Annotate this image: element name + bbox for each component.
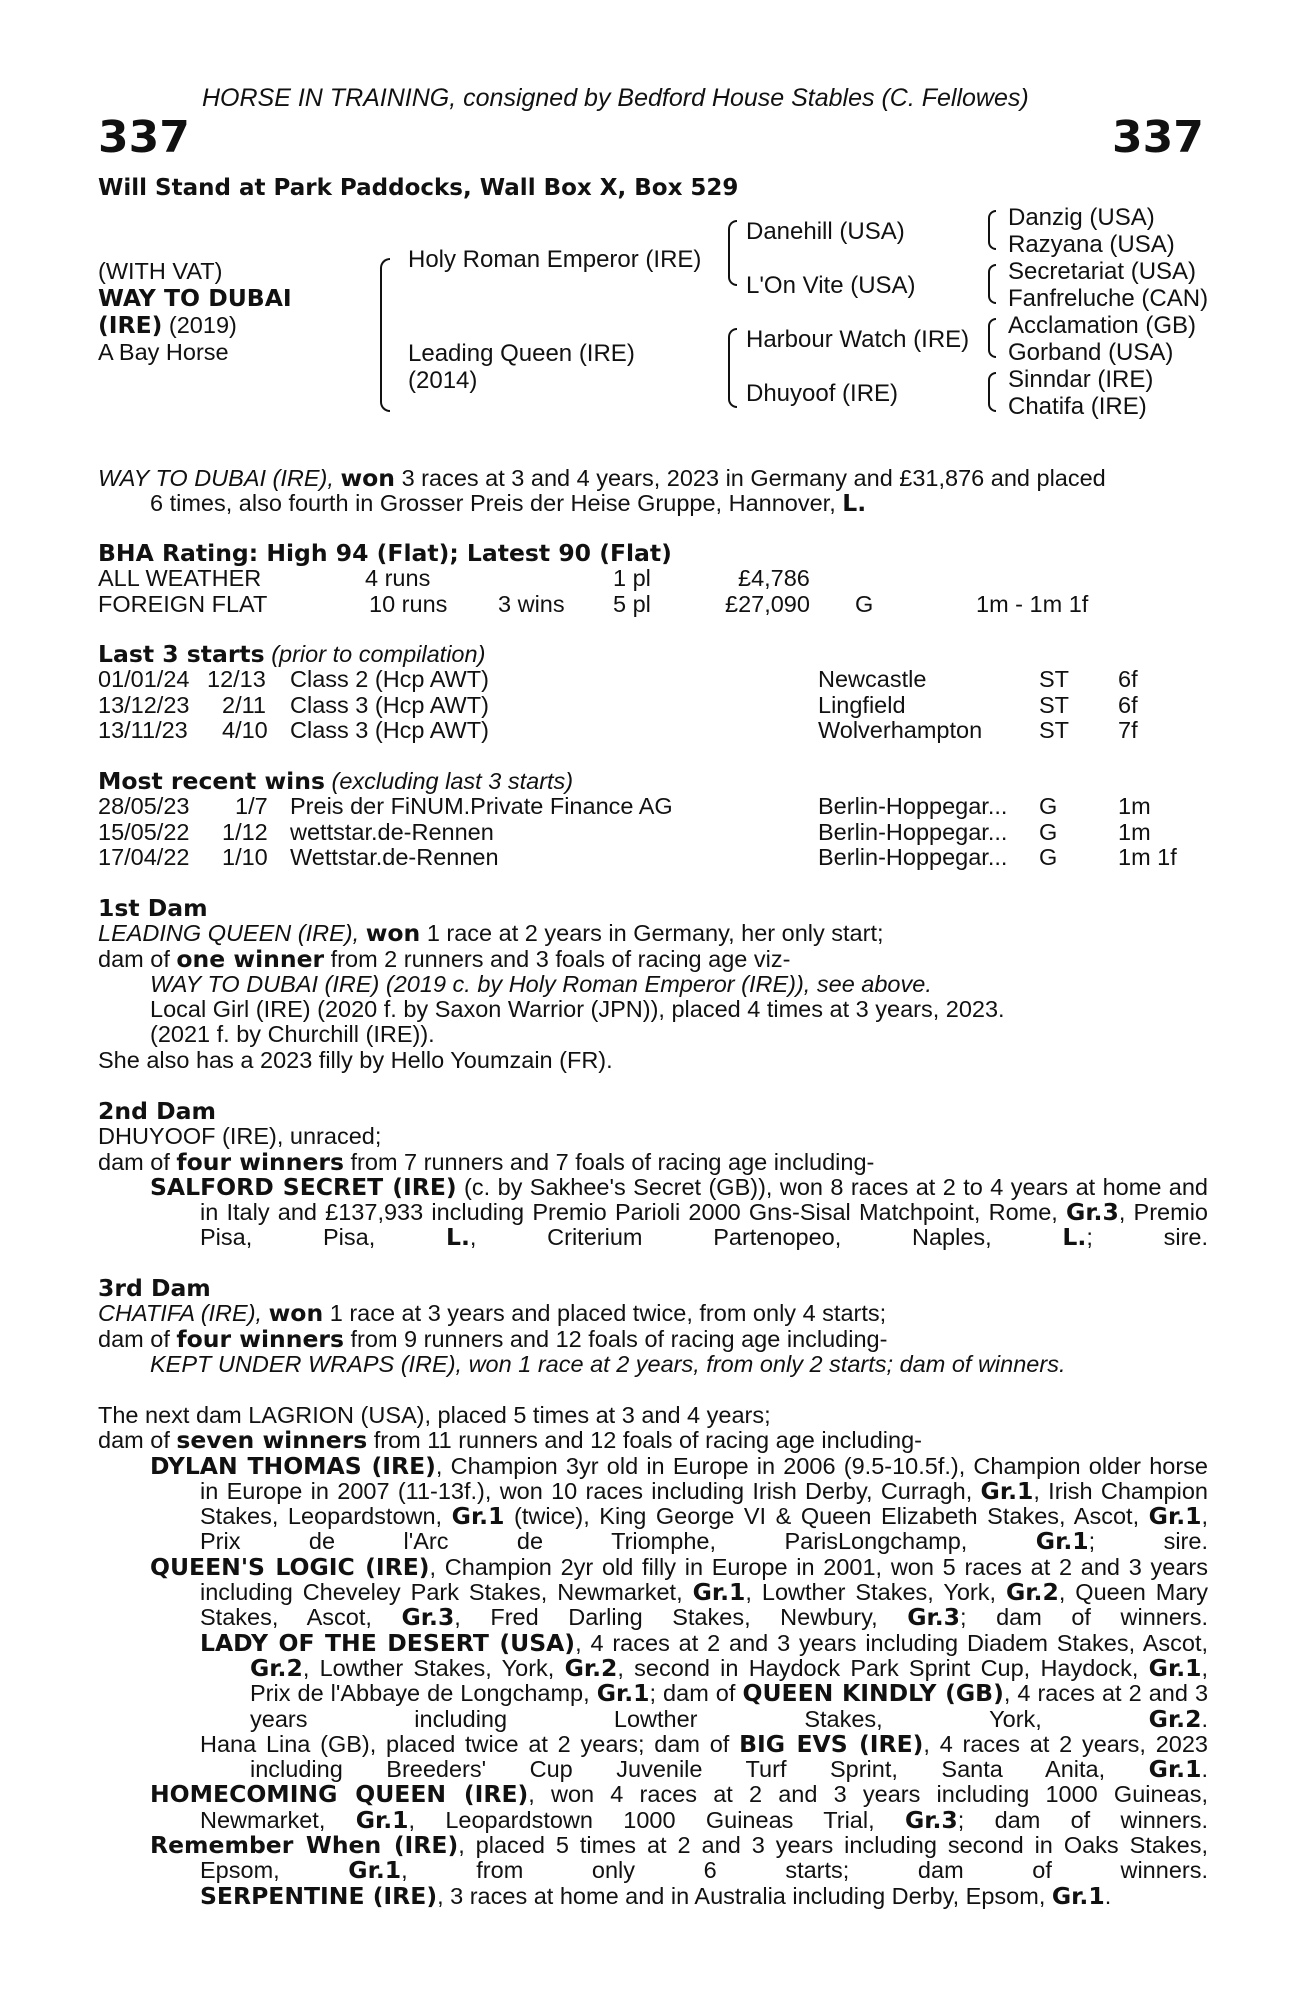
sire-dam-dam: Fanfreluche (CAN) — [1008, 285, 1209, 312]
lot-number-left: 337 — [98, 112, 190, 163]
recent-wins-title: Most recent wins — [98, 767, 325, 795]
progeny-entry: HOMECOMING QUEEN (IRE), won 4 races at 2 and 3 years including 1000 Guineas, Newmarket, Gr.1, Leopardstown 1000 Guineas Trial, Gr.3; dam of winners. — [150, 1780, 1209, 1834]
win-row: 17/04/22 1/10 Wettstar.de-Rennen Berlin-Hoppegar... G 1m 1f — [98, 843, 1177, 870]
sire: Holy Roman Emperor (IRE) — [408, 246, 702, 273]
pedigree-brace-main — [380, 258, 390, 412]
third-dam-title: 3rd Dam — [98, 1274, 211, 1302]
last-starts-section: Last 3 starts (prior to compilation) 01/01/24 12/13 Class 2 (Hcp AWT) Newcastle ST 6f 13/12/23 2/11 Class 3 (Hcp AWT) Lingfield ST 6f 13/11/23 4/10 Class 3 (Hcp AWT) Wolverhampton ST 7f — [98, 642, 1208, 743]
progeny-entry: Hana Lina (GB), placed twice at 2 years; dam of BIG EVS (IRE), 4 races at 2 years, 2023 including Breeders' Cup Juvenile Turf Sprint, Santa Anita, Gr.1. — [200, 1729, 1208, 1784]
start-row: 01/01/24 12/13 Class 2 (Hcp AWT) Newcastle ST 6f — [98, 666, 1138, 693]
consignment-line: HORSE IN TRAINING, consigned by Bedford House Stables (C. Fellowes) — [202, 84, 1029, 112]
sire-dam-sire: Secretariat (USA) — [1008, 258, 1197, 285]
sire-sire: Danehill (USA) — [746, 218, 905, 245]
first-dam-section: 1st Dam LEADING QUEEN (IRE), won 1 race at 2 years in Germany, her only start; dam of one winner from 2 runners and 3 foals of racing age viz- WAY TO DUBAI (IRE) (2019 c. by Holy Roman Emperor (IRE)), see above. Local Girl (IRE) (2020 f. by Saxon Warrior (JPN)), placed 4 times at 3 years, 2023. (2021 f. by Churchill (IRE)). She also has a 2023 filly by Hello Youmzain (FR). — [98, 896, 1208, 1073]
pedigree-brace-ss — [988, 210, 996, 250]
progeny-entry: LADY OF THE DESERT (USA), 4 races at 2 and 3 years including Diadem Stakes, Ascot, Gr.2, Lowther Stakes, York, Gr.2, second in Haydock Park Sprint Cup, Haydock, Gr.1, Prix de l'Abbaye de Longchamp, Gr.1; dam of QUEEN KINDLY (GB), 4 races at 2 and 3 years including Lowther Stakes, York, Gr.2. — [200, 1628, 1209, 1733]
vat-label: (WITH VAT) — [98, 258, 223, 284]
win-row: 15/05/22 1/12 wettstar.de-Rennen Berlin-Hoppegar... G 1m — [98, 818, 1151, 845]
sire-dam: L'On Vite (USA) — [746, 272, 916, 299]
dam-dam-dam: Chatifa (IRE) — [1008, 393, 1147, 420]
second-dam-section: 2nd Dam DHUYOOF (IRE), unraced; dam of four winners from 7 runners and 7 foals of racing age including- SALFORD SECRET (IRE) (c. by Sakhee's Secret (GB)), won 8 races at 2 to 4 years at home and in Italy and £137,933 including Premio Parioli 2000 Gns-Sisal Matchpoint, Rome, Gr.3, Premio Pisa, Pisa, L., Criterium Partenopeo, Naples, L.; sire. — [98, 1097, 1209, 1252]
start-row: 13/12/23 2/11 Class 3 (Hcp AWT) Lingfield ST 6f — [98, 691, 1138, 718]
progeny-entry: QUEEN'S LOGIC (IRE), Champion 2yr old filly in Europe in 2001, won 5 races at 2 and 3 years including Cheveley Park Stakes, Newmarket, Gr.1, Lowther Stakes, York, Gr.2, Queen Mary Stakes, Ascot, Gr.3, Fred Darling Stakes, Newbury, Gr.3; dam of winners. — [150, 1552, 1209, 1632]
horse-year: (2019) — [168, 312, 237, 338]
rating-title: BHA Rating: High 94 (Flat); Latest 90 (Flat) — [98, 539, 672, 567]
horse-suffix: (IRE) — [98, 311, 163, 339]
dam-sire-sire: Acclamation (GB) — [1008, 312, 1197, 339]
dam-year: (2014) — [408, 367, 478, 394]
sire-sire-dam: Razyana (USA) — [1008, 231, 1175, 258]
dam-dam: Dhuyoof (IRE) — [746, 380, 899, 407]
dam: Leading Queen (IRE) — [408, 340, 635, 367]
pedigree-brace-dam — [728, 328, 737, 408]
dam-sire: Harbour Watch (IRE) — [746, 326, 970, 353]
third-dam-section: 3rd Dam CHATIFA (IRE), won 1 race at 3 years and placed twice, from only 4 starts; dam of four winners from 9 runners and 12 foals of racing age including- KEPT UNDER WRAPS (IRE), won 1 race at 2 years, from only 2 starts; dam of winners. — [98, 1276, 1208, 1377]
pedigree-brace-sire — [728, 220, 737, 286]
rating-row: ALL WEATHER 4 runs 1 pl £4,786 — [98, 565, 810, 592]
lot-number-right: 337 — [1112, 112, 1204, 163]
last-starts-title: Last 3 starts — [98, 640, 265, 668]
race-summary: WAY TO DUBAI (IRE), won 3 races at 3 and 4 years, 2023 in Germany and £31,876 and placed 6 times, also fourth in Grosser Preis der Heise Gruppe, Hannover, L. — [98, 464, 1106, 518]
rating-row: FOREIGN FLAT 10 runs 3 wins 5 pl £27,090 G 1m - 1m 1f — [98, 590, 1089, 617]
first-dam-title: 1st Dam — [98, 894, 208, 922]
dam-dam-sire: Sinndar (IRE) — [1008, 366, 1154, 393]
progeny-entry: SALFORD SECRET (IRE) (c. by Sakhee's Secret (GB)), won 8 races at 2 to 4 years at home and in Italy and £137,933 including Premio Parioli 2000 Gns-Sisal Matchpoint, Rome, Gr.3, Premio Pisa, Pisa, L., Criterium Partenopeo, Naples, L.; sire. — [150, 1172, 1209, 1252]
progeny-entry: SERPENTINE (IRE), 3 races at home and in Australia including Derby, Epsom, Gr.1. — [200, 1881, 1112, 1910]
next-dam-section: The next dam LAGRION (USA), placed 5 times at 3 and 4 years; dam of seven winners from 11 runners and 12 foals of racing age including- DYLAN THOMAS (IRE), Champion 3yr old in Europe in 2006 (9.5-10.5f.), Champion older horse in Europe in 2007 (11-13f.), won 10 races including Irish Derby, Curragh, Gr.1, Irish Champion Stakes, Leopardstown, Gr.1 (twice), King George VI & Queen Elizabeth Stakes, Ascot, Gr.1, Prix de l'Arc de Triomphe, ParisLongchamp, Gr.1; sire. QUEEN'S LOGIC (IRE), Champion 2yr old filly in Europe in 2001, won 5 races at 2 and 3 years including Cheveley Park Stakes, Newmarket, Gr.1, Lowther Stakes, York, Gr.2, Queen Mary Stakes, Ascot, Gr.3, Fred Darling Stakes, Newbury, Gr.3; dam of winners. LADY OF THE DESERT (USA), 4 races at 2 and 3 years including Diadem Stakes, Ascot, Gr.2, Lowther Stakes, York, Gr.2, second in Haydock Park Sprint Cup, Haydock, Gr.1, Prix de l'Abbaye de Longchamp, Gr.1; dam of QUEEN KINDLY (GB), 4 races at 2 and 3 years including Lowther Stakes, York, Gr.2. Hana Lina (GB), placed twice at 2 years; dam of BIG EVS (IRE), 4 races at 2 years, 2023 including Breeders' Cup Juvenile Turf Sprint, Santa Anita, Gr.1. HOMECOMING QUEEN (IRE), won 4 races at 2 and 3 years including 1000 Guineas, Newmarket, Gr.1, Leopardstown 1000 Guineas Trial, Gr.3; dam of winners. Remember When (IRE), placed 5 times at 2 and 3 years including second in Oaks Stakes, Epsom, Gr.1, from only 6 starts; dam of winners. SERPENTINE (IRE), 3 races at home and in Australia including Derby, Epsom, Gr.1. — [98, 1402, 1209, 1910]
recent-wins-section: Most recent wins (excluding last 3 starts) 28/05/23 1/7 Preis der FiNUM.Private Finance AG Berlin-Hoppegar... G 1m 15/05/22 1/12 wettstar.de-Rennen Berlin-Hoppegar... G 1m 17/04/22 1/10 Wettstar.de-Rennen Berlin-Hoppegar... G 1m 1f — [98, 769, 1208, 870]
pedigree-brace-ds — [988, 318, 996, 358]
dam-sire-dam: Gorband (USA) — [1008, 339, 1174, 366]
progeny-entry: Remember When (IRE), placed 5 times at 2 and 3 years including second in Oaks Stakes, Epsom, Gr.1, from only 6 starts; dam of winners. — [150, 1831, 1208, 1885]
second-dam-title: 2nd Dam — [98, 1097, 216, 1125]
horse-description: A Bay Horse — [98, 339, 229, 365]
horse-name: WAY TO DUBAI — [98, 284, 292, 312]
summary-horse: WAY TO DUBAI (IRE), — [98, 465, 334, 491]
location-line: Will Stand at Park Paddocks, Wall Box X, Box 529 — [98, 175, 739, 201]
pedigree-brace-dd — [988, 372, 996, 412]
start-row: 13/11/23 4/10 Class 3 (Hcp AWT) Wolverhampton ST 7f — [98, 716, 1138, 743]
rating-section — [98, 541, 1208, 617]
horse-identity — [98, 258, 292, 366]
pedigree-brace-sd — [988, 264, 996, 304]
progeny-entry: DYLAN THOMAS (IRE), Champion 3yr old in Europe in 2006 (9.5-10.5f.), Champion older horse in Europe in 2007 (11-13f.), won 10 races including Irish Derby, Curragh, Gr.1, Irish Champion Stakes, Leopardstown, Gr.1 (twice), King George VI & Queen Elizabeth Stakes, Ascot, Gr.1, Prix de l'Arc de Triomphe, ParisLongchamp, Gr.1; sire. — [150, 1451, 1209, 1556]
win-row: 28/05/23 1/7 Preis der FiNUM.Private Finance AG Berlin-Hoppegar... G 1m — [98, 793, 1151, 820]
sire-sire-sire: Danzig (USA) — [1008, 204, 1155, 231]
